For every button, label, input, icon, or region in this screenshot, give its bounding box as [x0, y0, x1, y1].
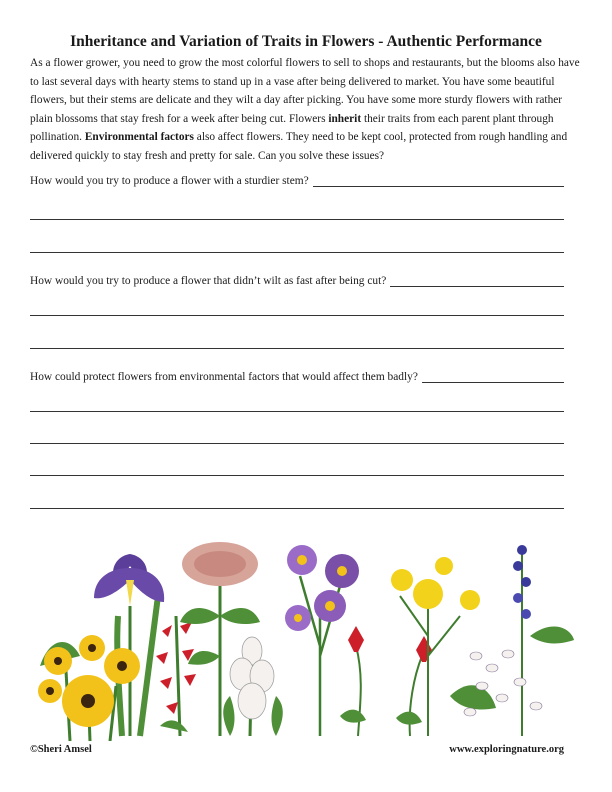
- intro-text-3: also affect flowers. They need to be kept cool, protected from rough handling and delivered quickly to stay fresh and pretty for sale. Can you solve these issues?: [30, 131, 568, 162]
- intro-bold-inherit: inherit: [328, 112, 362, 125]
- answer-line-1b[interactable]: [30, 252, 564, 253]
- answer-line-2-inline[interactable]: [390, 275, 564, 287]
- question-1-text: How would you try to produce a flower with a sturdier stem?: [30, 175, 309, 187]
- page-title: Inheritance and Variation of Traits in Flowers - Authentic Performance: [70, 33, 542, 50]
- columbine-flowers: [340, 626, 432, 736]
- answer-line-2b[interactable]: [30, 348, 564, 349]
- answer-line-2a[interactable]: [30, 315, 564, 316]
- question-2-text: How would you try to produce a flower that didn’t wilt as fast after being cut?: [30, 275, 387, 287]
- turtlehead-flower: [223, 637, 283, 736]
- question-3-text: How could protect flowers from environmental factors that would affect them badly?: [30, 371, 418, 383]
- intro-text-2: their traits from each parent plant through pollination.: [30, 112, 554, 144]
- answer-line-3d[interactable]: [30, 508, 564, 509]
- black-eyed-susan-flowers: [38, 635, 140, 741]
- question-3: [30, 371, 564, 383]
- website-link[interactable]: www.exploringnature.org: [449, 744, 564, 755]
- buttercup-flowers: [391, 557, 496, 736]
- answer-line-3a[interactable]: [30, 411, 564, 412]
- question-2: [30, 275, 564, 287]
- flower-illustration: [30, 536, 582, 741]
- aster-flowers: [285, 545, 359, 736]
- intro-paragraph: [30, 54, 582, 166]
- answer-line-1a[interactable]: [30, 219, 564, 220]
- answer-line-3b[interactable]: [30, 443, 564, 444]
- cardinal-flower: [156, 616, 196, 736]
- answer-line-1-inline[interactable]: [313, 175, 564, 187]
- copyright: ©Sheri Amsel: [30, 744, 92, 755]
- answer-line-3c[interactable]: [30, 475, 564, 476]
- question-1: [30, 175, 564, 187]
- intro-bold-env: Environmental factors: [84, 131, 194, 144]
- answer-line-3-inline[interactable]: [422, 371, 564, 383]
- intro-text-1: As a flower grower, you need to grow the most colorful flowers to sell to shops and restaurants, but the blooms also have to last several days with hearty stems to stand up in a vase after being delivered to market. You have some beautiful flowers, but their stems are delicate and they wilt a day after picking. You have some more sturdy flowers with rather plain blossoms that stay fresh for a week after being cut. Flowers: [30, 57, 580, 125]
